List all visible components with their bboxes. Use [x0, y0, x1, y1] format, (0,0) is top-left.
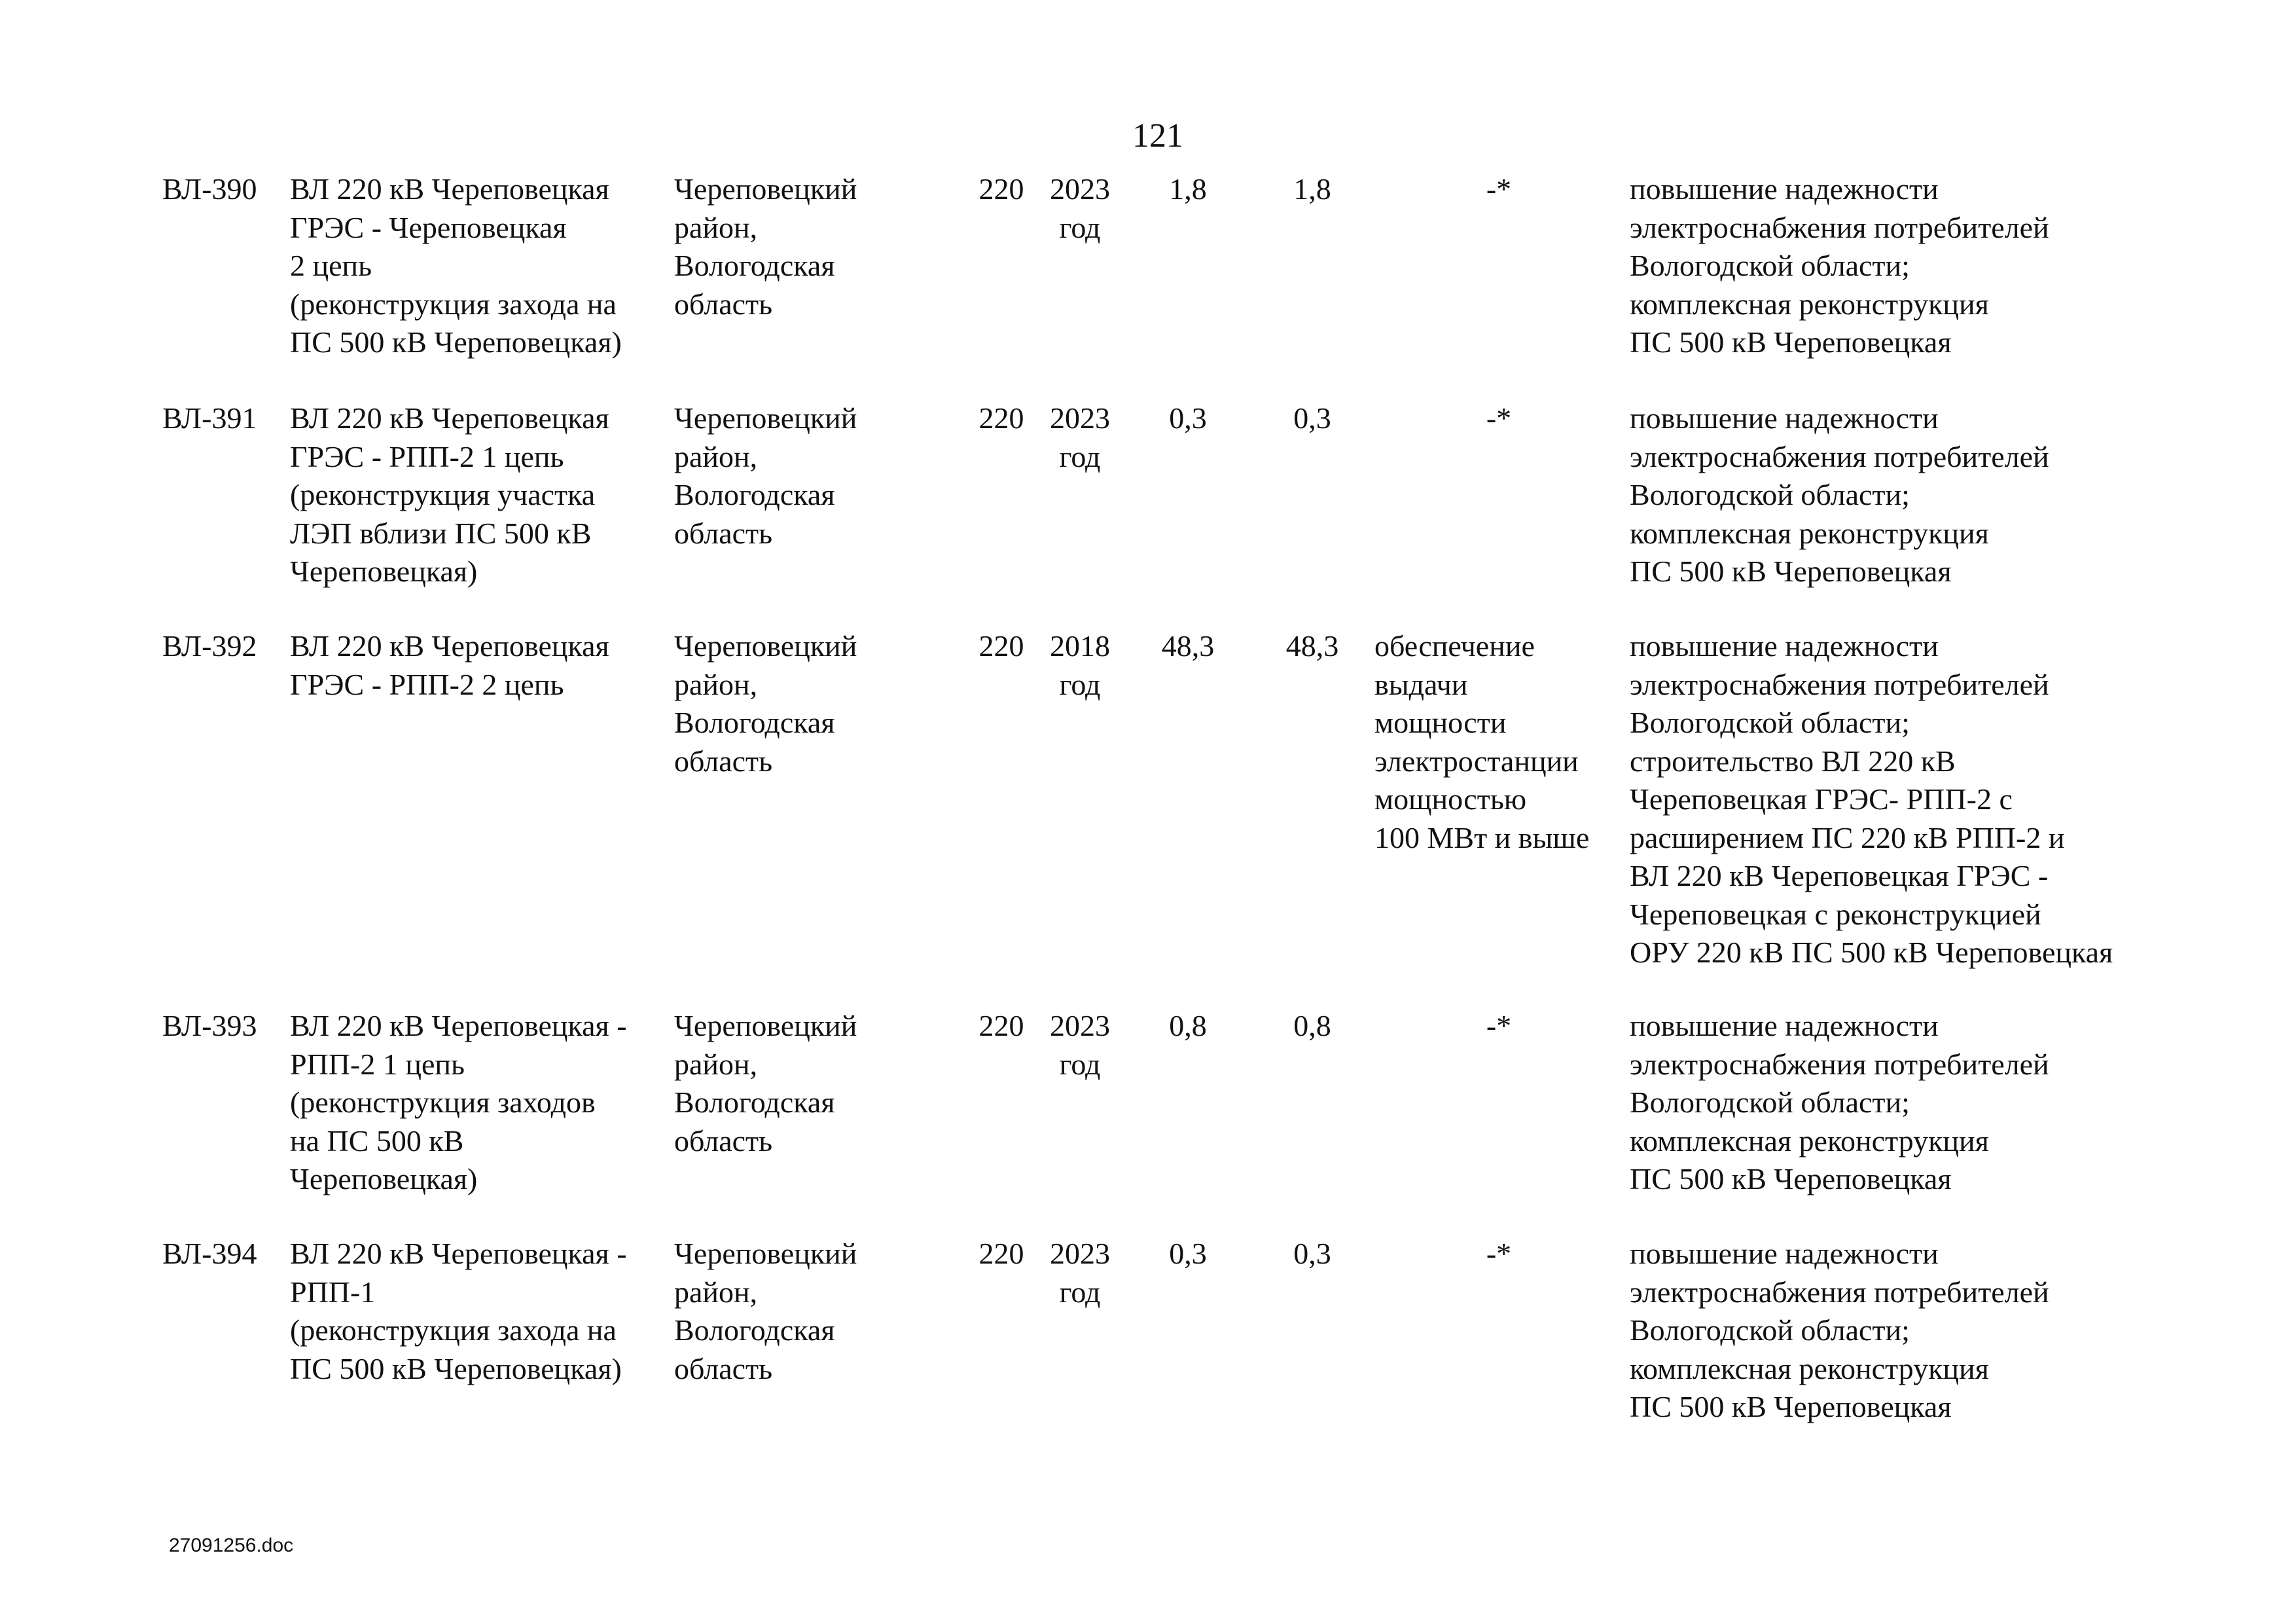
footer-filename: 27091256.doc [169, 1535, 294, 1556]
line-length-1: 0,8 [1169, 1009, 1207, 1042]
line-purpose: -* [1486, 401, 1512, 435]
line-notes: повышение надежности электроснабжения потребителей Вологодской области; комплексная реконструкция ПС 500 кВ Череповецкая [1630, 1009, 2049, 1195]
line-year: 2023 год [1050, 401, 1110, 473]
line-code: ВЛ-393 [162, 1009, 257, 1042]
line-notes: повышение надежности электроснабжения потребителей Вологодской области; строительство ВЛ 220 кВ Череповецкая ГРЭС- РПП-2 с расширением ПС 220 кВ РПП-2 и ВЛ 220 кВ Череповецкая ГРЭС - Череповецкая с реконструкцией ОРУ 220 кВ ПС 500 кВ Череповецкая [1630, 629, 2113, 969]
line-name: ВЛ 220 кВ Череповецкая ГРЭС - Череповецкая 2 цепь (реконструкция захода на ПС 500 кВ Череповецкая) [290, 172, 622, 359]
line-length-1: 0,3 [1169, 1237, 1207, 1270]
line-notes: повышение надежности электроснабжения потребителей Вологодской области; комплексная реконструкция ПС 500 кВ Череповецкая [1630, 172, 2049, 359]
line-name: ВЛ 220 кВ Череповецкая ГРЭС - РПП-2 1 цепь (реконструкция участка ЛЭП вблизи ПС 500 кВ Череповецкая) [290, 401, 609, 588]
line-year: 2023 год [1050, 1237, 1110, 1309]
line-voltage: 220 [978, 1009, 1024, 1042]
line-voltage: 220 [978, 172, 1024, 206]
line-purpose: обеспечение выдачи мощности электростанции мощностью 100 МВт и выше [1374, 629, 1590, 854]
line-voltage: 220 [978, 1237, 1024, 1270]
line-voltage: 220 [978, 629, 1024, 663]
line-purpose: -* [1486, 1009, 1512, 1042]
line-year: 2018 год [1050, 629, 1110, 701]
line-length-2: 1,8 [1293, 172, 1331, 206]
page-number: 121 [1132, 117, 1183, 155]
line-name: ВЛ 220 кВ Череповецкая ГРЭС - РПП-2 2 цепь [290, 629, 609, 701]
line-location: Череповецкий район, Вологодская область [674, 1009, 857, 1158]
line-location: Череповецкий район, Вологодская область [674, 629, 857, 778]
line-length-1: 48,3 [1161, 629, 1215, 663]
line-name: ВЛ 220 кВ Череповецкая - РПП-1 (реконструкция захода на ПС 500 кВ Череповецкая) [290, 1237, 627, 1385]
line-location: Череповецкий район, Вологодская область [674, 1237, 857, 1385]
line-year: 2023 год [1050, 1009, 1110, 1081]
line-year: 2023 год [1050, 172, 1110, 244]
line-length-1: 1,8 [1169, 172, 1207, 206]
line-length-2: 0,3 [1293, 401, 1331, 435]
line-code: ВЛ-390 [162, 172, 257, 206]
line-code: ВЛ-392 [162, 629, 257, 663]
line-location: Череповецкий район, Вологодская область [674, 172, 857, 321]
line-voltage: 220 [978, 401, 1024, 435]
line-name: ВЛ 220 кВ Череповецкая - РПП-2 1 цепь (реконструкция заходов на ПС 500 кВ Череповецкая) [290, 1009, 627, 1195]
line-length-1: 0,3 [1169, 401, 1207, 435]
line-location: Череповецкий район, Вологодская область [674, 401, 857, 550]
line-length-2: 0,3 [1293, 1237, 1331, 1270]
line-code: ВЛ-391 [162, 401, 257, 435]
line-notes: повышение надежности электроснабжения потребителей Вологодской области; комплексная реконструкция ПС 500 кВ Череповецкая [1630, 401, 2049, 588]
line-length-2: 48,3 [1285, 629, 1339, 663]
line-notes: повышение надежности электроснабжения потребителей Вологодской области; комплексная реконструкция ПС 500 кВ Череповецкая [1630, 1237, 2049, 1423]
line-purpose: -* [1486, 172, 1512, 206]
line-length-2: 0,8 [1293, 1009, 1331, 1042]
line-purpose: -* [1486, 1237, 1512, 1270]
line-code: ВЛ-394 [162, 1237, 257, 1270]
